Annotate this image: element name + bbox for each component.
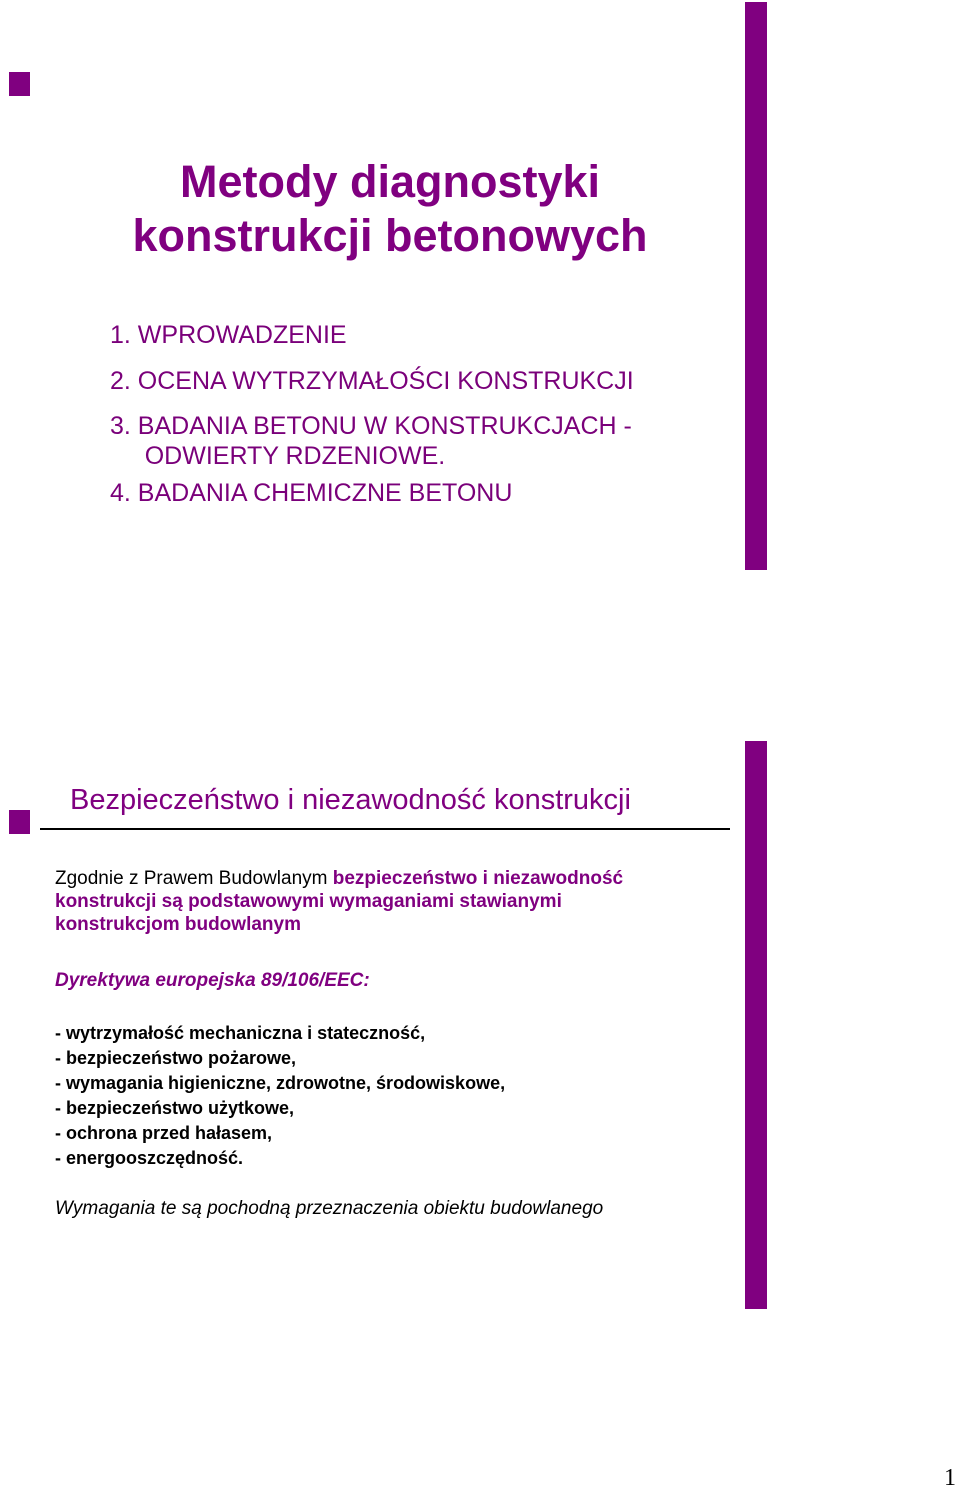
toc-item-3: 3. BADANIA BETONU W KONSTRUKCJACH - [110,412,632,440]
requirement-item: - bezpieczeństwo użytkowe, [55,1098,295,1118]
requirement-item: - wytrzymałość mechaniczna i stateczność, [55,1023,426,1043]
slide1-side-bar [745,2,767,570]
intro-line-1 [55,867,623,890]
slide2-title: Bezpieczeństwo i niezawodność konstrukcji [70,784,631,816]
requirement-item: - ochrona przed hałasem, [55,1123,273,1143]
slide1-bullet-square [9,72,30,96]
slide2-side-bar [745,741,767,1309]
intro-highlight-1: bezpieczeństwo i niezawodność [332,868,624,889]
requirement-item: - bezpieczeństwo pożarowe, [55,1048,297,1068]
intro-rest-1: są podstawowymi wymaganiami stawianymi [156,891,562,912]
closing-note: Wymagania te są pochodną przeznaczenia obiektu budowlanego [55,1198,604,1219]
intro-line-3: konstrukcjom budowlanym [55,914,301,935]
requirement-item: - wymagania higieniczne, zdrowotne, środowiskowe, [55,1073,506,1093]
requirement-item: - energooszczędność. [55,1148,244,1168]
toc-item-2: 2. OCENA WYTRZYMAŁOŚCI KONSTRUKCJI [110,367,634,395]
toc-item-4: 4. BADANIA CHEMICZNE BETONU [110,479,513,507]
intro-highlight-2: konstrukcji [55,891,157,912]
intro-plain: Zgodnie z Prawem Budowlanym [55,868,333,889]
directive-heading: Dyrektywa europejska 89/106/EEC: [55,970,370,991]
page-number: 1 [944,1465,956,1491]
title-underline [40,828,730,830]
intro-line-2 [55,890,562,913]
slide2-bullet-square [9,810,30,834]
slide1-title-line2: konstrukcji betonowych [132,210,648,261]
toc-item-3-cont: ODWIERTY RDZENIOWE. [110,442,446,470]
toc-item-1: 1. WPROWADZENIE [110,321,347,349]
slide1-title-line1: Metody diagnostyki [179,156,601,207]
